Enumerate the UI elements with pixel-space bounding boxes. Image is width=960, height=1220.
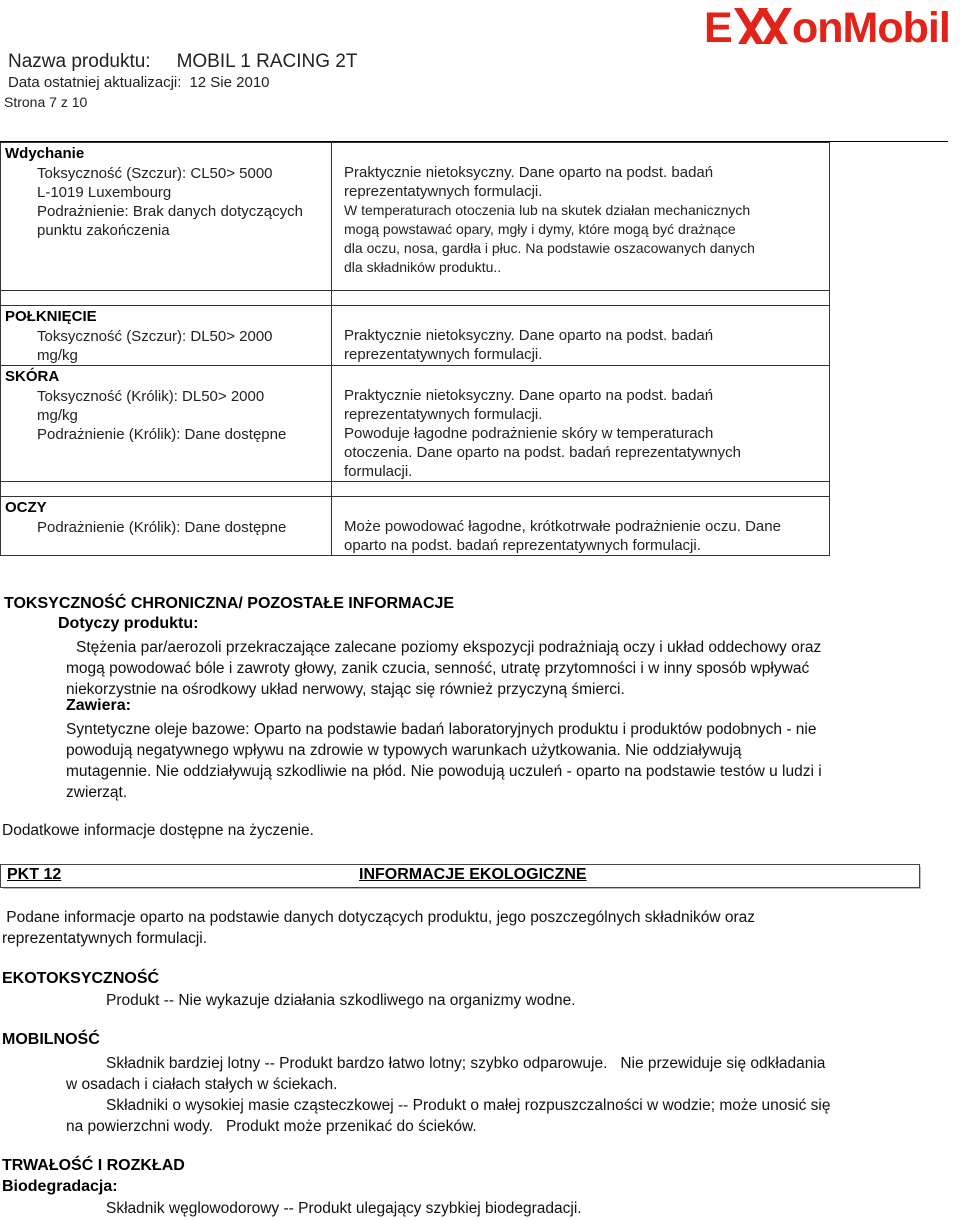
right-line: reprezentatywnych formulacji. xyxy=(344,406,543,423)
category-heading: Wdychanie xyxy=(5,145,85,162)
text-line: reprezentatywnych formulacji. xyxy=(2,930,208,947)
right-line: Praktycznie nietoksyczny. Dane oparto na podst. badań xyxy=(344,327,714,344)
section-12-intro xyxy=(2,907,952,949)
exxonmobil-logo xyxy=(704,2,958,52)
text-line: mogą powodować bóle i zawroty głowy, zanik czucia, senność, utratę przytomności i w inny sposób wpływać xyxy=(66,660,810,677)
right-line: W temperaturach otoczenia lub na skutek działan mechanicznych xyxy=(344,202,751,218)
product-paragraph xyxy=(66,637,956,700)
table-row xyxy=(1,143,830,291)
ecotox-text: Produkt -- Nie wykazuje działania szkodliwego na organizmy wodne. xyxy=(106,992,576,1009)
right-line: reprezentatywnych formulacji. xyxy=(344,183,543,200)
right-line: Może powodować łagodne, krótkotrwałe podrażnienie oczu. Dane xyxy=(344,518,781,535)
text-line: Podane informacje oparto na podstawie danych dotyczących produktu, jego poszczególnych składników oraz xyxy=(2,909,756,926)
chronic-heading: TOKSYCZNOŚĆ CHRONICZNA/ POZOSTAŁE INFORMACJE xyxy=(4,595,455,612)
category-heading: SKÓRA xyxy=(5,368,60,385)
table-row xyxy=(1,497,830,556)
left-line: L-1019 Luxembourg xyxy=(37,184,172,201)
right-line: oparto na podst. badań reprezentatywnych formulacji. xyxy=(344,537,701,554)
biodegradation-heading: Biodegradacja: xyxy=(2,1178,118,1195)
text-line: Syntetyczne oleje bazowe: Oparto na podstawie badań laboratoryjnych produktu i produktów podobnych - nie xyxy=(66,721,817,738)
text-line: Składniki o wysokiej masie cząsteczkowej -- Produkt o małej rozpuszczalności w wodzie; może unosić się xyxy=(106,1097,831,1114)
right-line: formulacji. xyxy=(344,463,413,480)
table-row xyxy=(1,306,830,366)
logo-xx-mark xyxy=(734,8,792,44)
revision-date-line xyxy=(8,74,270,91)
category-heading: OCZY xyxy=(5,499,47,516)
biodegradation-text: Składnik węglowodorowy -- Produkt ulegający szybkiej biodegradacji. xyxy=(106,1200,582,1217)
text-line: na powierzchni wody. Produkt może przenikać do ścieków. xyxy=(66,1118,477,1135)
left-line: Toksyczność (Szczur): CL50> 5000 xyxy=(37,165,273,182)
mobility-paragraph xyxy=(66,1053,956,1137)
left-line: Toksyczność (Szczur): DL50> 2000 xyxy=(37,328,273,345)
date-label: Data ostatniej aktualizacji: xyxy=(8,74,182,91)
date-value: 12 Sie 2010 xyxy=(189,74,270,91)
ecotox-heading: EKOTOKSYCZNOŚĆ xyxy=(2,970,160,987)
section-12-header xyxy=(0,864,920,888)
product-name: MOBIL 1 RACING 2T xyxy=(176,51,358,72)
left-line: mg/kg xyxy=(37,347,78,364)
text-line: Składnik bardziej lotny -- Produkt bardzo łatwo lotny; szybko odparowuje. Nie przewiduje się odkładania xyxy=(106,1055,826,1072)
product-subheading: Dotyczy produktu: xyxy=(58,615,199,632)
left-line: mg/kg xyxy=(37,407,78,424)
additional-info: Dodatkowe informacje dostępne na życzenie. xyxy=(2,822,314,839)
contains-subheading: Zawiera: xyxy=(66,697,131,714)
product-label: Nazwa produktu: xyxy=(8,51,151,72)
left-line: Podrażnienie: Brak danych dotyczących xyxy=(37,203,303,220)
right-line: Powoduje łagodne podrażnienie skóry w temperaturach xyxy=(344,425,714,442)
page-number: Strona 7 z 10 xyxy=(4,94,88,110)
svg-text:onMobil: onMobil xyxy=(792,4,950,52)
left-line: Podrażnienie (Królik): Dane dostępne xyxy=(37,426,287,443)
right-line: dla składników produktu.. xyxy=(344,259,502,275)
text-line: niekorzystnie na ośrodkowy układ nerwowy, stając się również przyczyną śmierci. xyxy=(66,681,625,698)
right-line: mogą powstawać opary, mgły i dymy, które mogą być drażnące xyxy=(344,221,736,237)
text-line: w osadach i ciałach stałych w ściekach. xyxy=(66,1076,338,1093)
left-line: Toksyczność (Królik): DL50> 2000 xyxy=(37,388,265,405)
right-line: Praktycznie nietoksyczny. Dane oparto na podst. badań xyxy=(344,387,714,404)
toxicity-table xyxy=(0,142,830,556)
product-name-line xyxy=(8,51,357,73)
left-line: Podrażnienie (Królik): Dane dostępne xyxy=(37,519,287,536)
right-line: Praktycznie nietoksyczny. Dane oparto na podst. badań xyxy=(344,164,714,181)
right-line: reprezentatywnych formulacji. xyxy=(344,346,543,363)
right-line: otoczenia. Dane oparto na podst. badań reprezentatywnych xyxy=(344,444,741,461)
section-title: INFORMACJE EKOLOGICZNE xyxy=(359,866,587,883)
text-line: zwierząt. xyxy=(66,784,128,801)
svg-text:E: E xyxy=(704,4,731,52)
section-number: PKT 12 xyxy=(7,866,62,883)
persistence-heading: TRWAŁOŚĆ I ROZKŁAD xyxy=(2,1157,185,1174)
text-line: Stężenia par/aerozoli przekraczające zalecane poziomy ekspozycji podrażniają oczy i układ oddechowy oraz xyxy=(76,639,822,656)
text-line: mutagennie. Nie oddziaływują szkodliwie na płód. Nie powodują uczuleń - oparto na podstawie testów u ludzi i xyxy=(66,763,822,780)
right-line: dla oczu, nosa, gardła i płuc. Na podstawie oszacowanych danych xyxy=(344,240,755,256)
table-row xyxy=(1,366,830,482)
contains-paragraph xyxy=(66,719,956,803)
mobility-heading: MOBILNOŚĆ xyxy=(2,1031,100,1048)
left-line: punktu zakończenia xyxy=(37,222,170,239)
text-line: powodują negatywnego wpływu na zdrowie w typowych warunkach użytkowania. Nie oddziaływują xyxy=(66,742,742,759)
category-heading: POŁKNIĘCIE xyxy=(5,308,97,325)
